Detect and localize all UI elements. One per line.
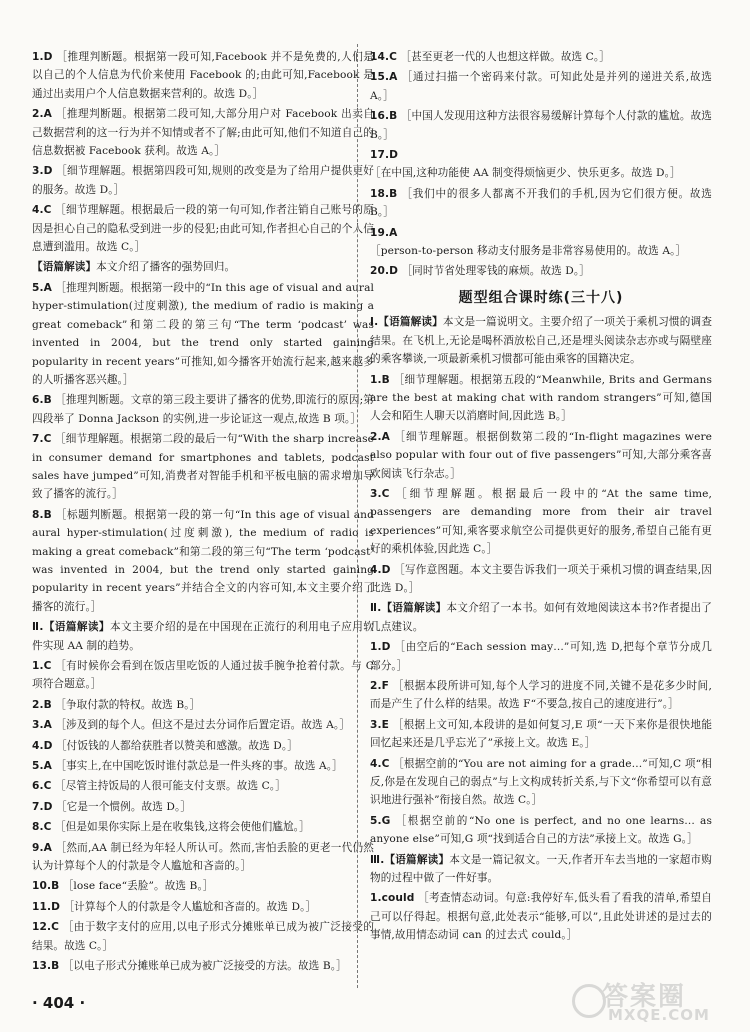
answer-explanation: ［推理判断题。根据第一段可知,Facebook 并不是免费的,人们是以自己的个人信息为代价来使用 Facebook 的;由此可知,Facebook 是通过出卖用户个人信息数据来营利的。故选 D。］ <box>32 51 374 100</box>
answer-number: 18.B <box>370 187 398 200</box>
answer-explanation: ［在中国,这种功能使 AA 制变得烦恼更少、快乐更多。故选 D。］ <box>370 167 681 180</box>
answer-explanation: ［甚至更老一代的人也想这样做。故选 C。］ <box>400 51 610 63</box>
answer-number: 6.C <box>32 780 52 793</box>
answer-item <box>370 561 712 598</box>
answer-explanation: ［推理判断题。文章的第三段主要讲了播客的优势,即流行的原因;第四段举了 Donna Jackson 的实例,进一步论证这一观点,故选 B 项。］ <box>32 394 374 425</box>
answer-number: 11.D <box>32 900 60 913</box>
answer-number: 8.B <box>32 508 52 521</box>
answer-item <box>32 918 374 955</box>
answer-item <box>370 716 712 753</box>
passage-summary-text: 本文主要介绍的是在中国现在正流行的利用电子应用软件实现 AA 制的趋势。 <box>32 621 374 652</box>
answer-item <box>32 957 374 975</box>
answer-explanation: ［根据空前的“No one is perfect, and no one learns… as anyone else”可知,G 项“找到适合自己的方法”承接上文。故选 G。］ <box>370 814 712 846</box>
answer-number: 5.G <box>370 814 391 827</box>
answer-item <box>370 638 712 675</box>
answer-explanation: ［标题判断题。根据第一段的第一句“In this age of visual and aural hyper-stimulation(过度刺激), the medium of radio is making a great comeback”和第二段的第三句“The term ‘podcast’ was invented in 2004, but the trend only started gaining popularity in recent years”并结合全文的内容可知,本文主要介绍了播客的流行。］ <box>32 508 374 613</box>
answer-explanation: ［细节理解题。根据最后一段中的“At the same time, passengers are demanding more from their air travel experiences”可知,乘客要求航空公司提供更好的服务,希望自己能有更好的乘机体验,因此选 C。］ <box>370 487 712 556</box>
answer-item <box>370 68 712 105</box>
answer-item <box>32 430 374 504</box>
answer-explanation: ［由于数字支付的应用,以电子形式分摊账单已成为被广泛接受的结果。故选 C。］ <box>32 921 375 952</box>
answer-number: 2.F <box>370 680 389 692</box>
answer-item <box>32 105 374 160</box>
answer-number: 3.E <box>370 718 389 731</box>
answer-item <box>370 889 712 944</box>
answer-number: 7.D <box>32 800 53 813</box>
right-column <box>370 48 712 947</box>
answer-explanation: ［尽管主持饭局的人很可能支付支票。故选 C。］ <box>54 780 286 793</box>
answer-number: 1.could <box>370 892 415 905</box>
answer-number: 1.C <box>32 660 52 672</box>
answer-explanation: ［我们中的很多人都离不开我们的手机,因为它们很方便。故选 B。］ <box>370 187 712 219</box>
answer-item <box>32 279 374 389</box>
answer-explanation: ［细节理解题。根据最后一段的第一句可知,作者注销自己账号的原因是担心自己的隐私受到进一步的侵犯;由此可知,作者担心自己的个人信息遭到滥用。故选 C。］ <box>32 204 374 254</box>
answer-explanation: ［计算每个人的付款是令人尴尬和吝啬的。故选 D。］ <box>63 900 317 913</box>
answer-explanation: ［person-to-person 移动支付服务是非常容易使用的。故选 A。］ <box>370 245 687 258</box>
passage-summary <box>32 258 374 276</box>
answer-item <box>370 107 712 144</box>
answer-number: 1.B <box>370 373 390 386</box>
answer-number: 4.C <box>32 204 52 217</box>
watermark-text: 答案圈 <box>602 982 687 1012</box>
answer-item <box>370 812 712 849</box>
answer-item <box>32 898 374 916</box>
answer-item <box>32 798 374 816</box>
passage-summary <box>370 313 712 368</box>
answer-item <box>370 485 712 559</box>
answer-number: 5.A <box>32 281 52 294</box>
passage-summary-label: 【语篇解读】 <box>32 261 97 274</box>
answer-number: 17.D <box>370 149 398 162</box>
answer-item <box>370 428 712 483</box>
answer-explanation: ［lose face“丢脸”。故选 B。］ <box>62 880 214 893</box>
watermark-logo <box>572 976 742 1028</box>
answer-explanation: ［中国人发现用这种方法很容易缓解计算每个人付款的尴尬。故选 B。］ <box>370 110 712 141</box>
answer-explanation: ［根据上文可知,本段讲的是如何复习,E 项“一天下来你是很快地能回忆起来还是几乎忘光了”承接上文。故选 E。］ <box>370 718 713 750</box>
answer-item <box>370 224 712 261</box>
answer-explanation: ［推理判断题。根据第一段中的“In this age of visual and aural hyper-stimulation(过度刺激), the medium of radio is making a great comeback”和第二段的第三句“The term ‘podcast’ was invented in 2004, but the trend only started gaining popularity in recent years”可推知,如今播客开始流行起来,越来越多的人听播客恶兴趣。］ <box>32 281 374 386</box>
answer-item <box>370 185 712 222</box>
answer-explanation: ［同时节省处理零钱的麻烦。故选 D。］ <box>401 265 590 278</box>
answer-item <box>32 839 374 876</box>
answer-number: 20.D <box>370 265 398 278</box>
watermark-circle-icon <box>572 984 606 1018</box>
answer-item <box>32 716 374 734</box>
answer-item <box>370 677 712 714</box>
passage-summary-text: 本文是一篇说明文。主要介绍了一项关于乘机习惯的调查结果。在飞机上,无论是喝杯酒放松自己,还是埋头阅读杂志亦或与隔壁座的乘客攀谈,一项最新乘机习惯都可能由乘客的国籍决定。 <box>370 316 713 366</box>
answer-number: 6.B <box>32 394 52 407</box>
answer-item <box>32 48 374 103</box>
answer-number: 12.C <box>32 921 59 934</box>
answer-explanation: ［根据本段所讲可知,每个人学习的进度不同,关键不是花多少时间,而是产生了什么样的结果。故选 F“不要急,按自己的速度进行”。］ <box>370 680 713 711</box>
answer-number: 3.D <box>32 165 53 178</box>
section-title: 题型组合课时练(三十八) <box>458 289 624 306</box>
answer-number: 2.A <box>32 108 52 121</box>
answer-number: 1.D <box>32 51 53 63</box>
left-column <box>32 48 374 978</box>
answer-explanation: ［细节理解题。根据第二段的最后一句“With the sharp increase in consumer demand for smartphones and tablets, podcast sales have jumped”可知,消费者对智能手机和平板电脑的需求增加导致了播客的流行。］ <box>32 433 374 501</box>
answer-number: 14.C <box>370 51 397 63</box>
column-divider <box>357 44 359 988</box>
answer-item <box>370 262 712 280</box>
answer-explanation: ［由空后的“Each session may…”可知,选 D,把每个章节分成几部分。］ <box>370 641 712 672</box>
answer-explanation: ［然而,AA 制已经为年轻人所认可。然而,害怕丢脸的更老一代仍然认为计算每个人的付款是令人尴尬和吝啬的。］ <box>32 841 374 873</box>
answer-explanation: ［细节理解题。根据第四段可知,规则的改变是为了给用户提供更好的服务。故选 D。］ <box>32 165 374 196</box>
answer-explanation: ［但是如果你实际上是在收集钱,这将会使他们尴尬。］ <box>54 821 310 834</box>
answer-item <box>370 146 712 183</box>
answer-number: 19.A <box>370 226 398 239</box>
answer-number: 3.C <box>370 487 390 500</box>
answer-number: 4.C <box>370 757 390 770</box>
answer-number: 8.C <box>32 821 52 834</box>
answer-explanation: ［细节理解题。根据倒数第二段的“In-flight magazines were also popular with four out of five passengers”可知,大部分乘客喜欢阅读飞行杂志。］ <box>370 430 712 480</box>
answer-number: 9.A <box>32 841 52 854</box>
answer-item <box>32 737 374 755</box>
answer-explanation: ［推理判断题。根据第二段可知,大部分用户对 Facebook 出卖自己数据营利的这一行为并不知情或者不了解;由此可知,他们不知道自己的信息数据被 Facebook 获利。故选 A。］ <box>32 108 375 158</box>
answer-item <box>32 162 374 199</box>
answer-item <box>370 48 712 66</box>
answer-number: 1.D <box>370 641 391 654</box>
passage-summary-label: Ⅰ.【语篇解读】 <box>370 316 443 329</box>
passage-summary <box>370 599 712 636</box>
answer-item <box>32 757 374 775</box>
answer-explanation: ［付饭钱的人都给获胜者以赞美和感激。故选 D。］ <box>55 739 298 752</box>
answer-number: 2.A <box>370 430 390 443</box>
passage-summary-text: 本文介绍了播客的强势回归。 <box>96 261 236 274</box>
answer-explanation: ［以电子形式分摊账单已成为被广泛接受的方法。故选 B。］ <box>62 960 347 973</box>
answer-item <box>32 657 374 694</box>
watermark-url: MXQE.COM <box>608 1006 710 1024</box>
answer-explanation: ［有时候你会看到在饭店里吃饭的人通过拔手腕争抢着付款。与 C 项符合题意。］ <box>32 660 374 691</box>
answer-number: 4.D <box>370 563 391 576</box>
answer-number: 10.B <box>32 880 60 893</box>
answer-number: 13.B <box>32 960 60 973</box>
passage-summary-text: 本文介绍了一本书。如何有效地阅读这本书?作者提出了几点建议。 <box>370 602 712 633</box>
answer-explanation: ［考查情态动词。句意:我停好车,低头看了看我的清单,希望自己可以仔得起。根据句意,此处表示“能够,可以”,且此处讲述的是过去的事情,故用情态动词 can 的过去式 could。］ <box>370 892 712 942</box>
answer-explanation: ［涉及到的每个人。但这不是过去分词作后置定语。故选 A。］ <box>55 719 351 732</box>
answer-item <box>32 696 374 714</box>
answer-item <box>370 371 712 426</box>
answer-explanation: ［根据空前的“You are not aiming for a grade…”可知,C 项“相反,你是在发现自己的弱点”与上文构成转折关系,与下文“你希望可以有意识地进行强补”衔接自然。故选 C。］ <box>370 757 712 807</box>
passage-summary-label: Ⅱ.【语篇解读】 <box>370 602 447 615</box>
passage-summary <box>32 618 374 655</box>
answer-explanation: ［争取付款的特权。故选 B。］ <box>55 698 201 711</box>
passage-summary-text: 本文是一篇记叙文。一天,作者开车去当地的一家超市购物的过程中做了一件好事。 <box>370 853 712 885</box>
answer-explanation: ［写作意图题。本文主要告诉我们一项关于乘机习惯的调查结果,因此选 D。］ <box>370 563 712 594</box>
answer-explanation: ［细节理解题。根据第五段的“Meanwhile, Brits and Germans are the best at making chat with random strangers”可知,德国人会和陌生人聊天以消磨时间,因此选 B。］ <box>370 373 712 423</box>
answer-number: 5.A <box>32 760 52 773</box>
answer-explanation: ［通过扫描一个密码来付款。可知此处是并列的递进关系,故选 A。］ <box>370 71 713 102</box>
answer-explanation: ［事实上,在中国吃饭时谁付款总是一件头疼的事。故选 A。］ <box>55 760 343 773</box>
passage-summary-label: Ⅲ.【语篇解读】 <box>370 853 450 866</box>
passage-summary-label: Ⅱ.【语篇解读】 <box>32 621 110 634</box>
answer-item <box>32 506 374 616</box>
answer-number: 4.D <box>32 739 53 752</box>
answer-item <box>370 755 712 810</box>
answer-item <box>32 201 374 256</box>
answer-item <box>32 391 374 428</box>
answer-number: 2.B <box>32 698 52 711</box>
page-number: · 404 · <box>32 994 86 1012</box>
passage-summary <box>370 851 712 888</box>
answer-item <box>32 877 374 895</box>
answer-number: 7.C <box>32 433 52 446</box>
answer-explanation: ［它是一个惯例。故选 D。］ <box>55 800 192 813</box>
answer-item <box>32 777 374 795</box>
answer-number: 16.B <box>370 110 398 123</box>
answer-number: 3.A <box>32 719 52 732</box>
answer-number: 15.A <box>370 71 398 84</box>
answer-item <box>32 818 374 836</box>
